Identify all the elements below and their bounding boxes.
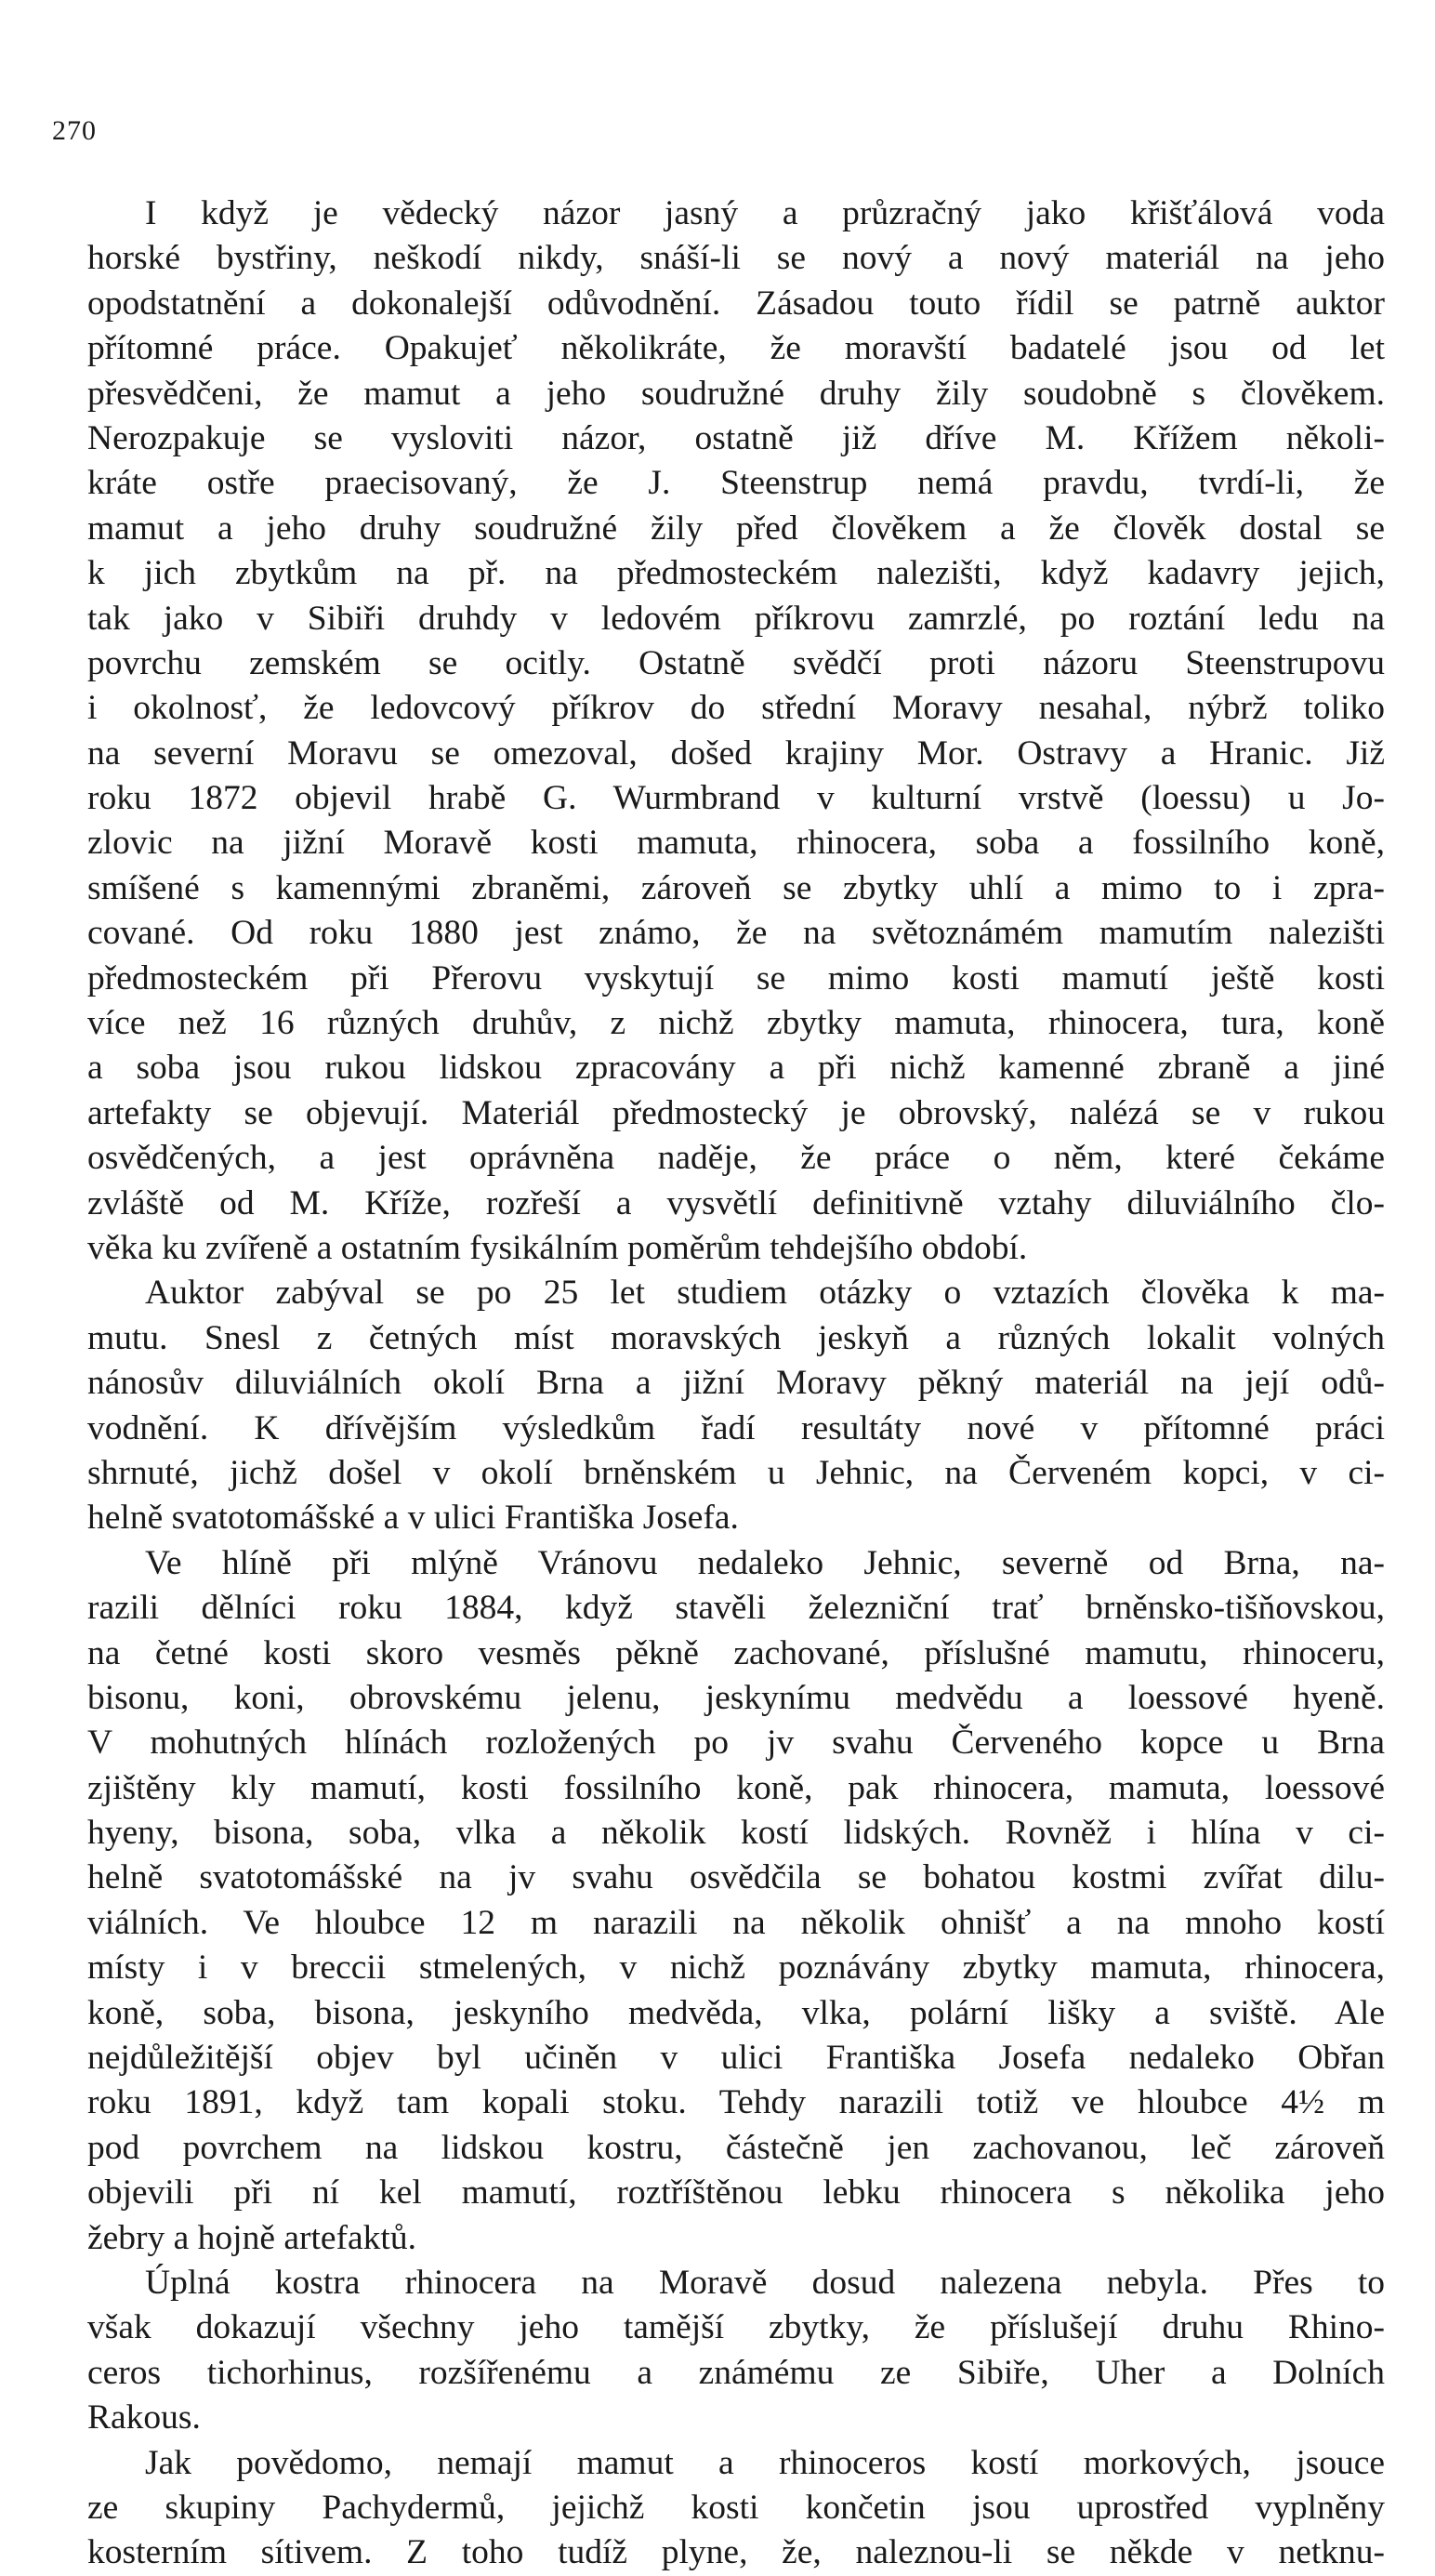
- text-line: Auktor zabýval se po 25 let studiem otázky o vztazích člověka k ma-: [145, 1274, 1385, 1313]
- text-line: hyeny, bisona, soba, vlka a několik kostí lidských. Rovněž i hlína v ci-: [87, 1814, 1385, 1853]
- text-line: helně svatotomášské na jv svahu osvědčila se bohatou kostmi zvířat dilu-: [87, 1858, 1385, 1897]
- text-line: kosterním sítivem. Z toho tudíž plyne, že, naleznou-li se někde v netknu-: [87, 2533, 1385, 2572]
- text-line: zvláště od M. Kříže, rozřeší a vysvětlí definitivně vztahy diluviálního člo-: [87, 1183, 1385, 1222]
- text-line: předmosteckém při Přerovu vyskytují se mimo kosti mamutí ještě kosti: [87, 958, 1385, 997]
- text-line: místy i v breccii stmelených, v nichž poznávány zbytky mamuta, rhinocera,: [87, 1949, 1385, 1988]
- text-line: vodnění. K dřívějším výsledkům řadí resultáty nové v přítomné práci: [87, 1408, 1385, 1447]
- text-line: koně, soba, bisona, jeskyního medvěda, vlka, polární lišky a sviště. Ale: [87, 1993, 1385, 2032]
- text-line: nejdůležitější objev byl učiněn v ulici Františka Josefa nedaleko Obřan: [87, 2039, 1385, 2078]
- text-line: ze skupiny Pachydermů, jejichž kosti končetin jsou uprostřed vyplněny: [87, 2488, 1385, 2527]
- text-line: žebry a hojně artefaktů.: [87, 2218, 416, 2257]
- text-line: a soba jsou rukou lidskou zpracovány a při nichž kamenné zbraně a jiné: [87, 1049, 1385, 1088]
- text-line: roku 1872 objevil hrabě G. Wurmbrand v kulturní vrstvě (loessu) u Jo-: [87, 779, 1385, 818]
- text-line: na četné kosti skoro vesměs pěkně zachované, příslušné mamutu, rhinoceru,: [87, 1633, 1385, 1672]
- text-line: helně svatotomášské a v ulici Františka Josefa.: [87, 1499, 739, 1538]
- text-line: opodstatnění a dokonalejší odůvodnění. Zásadou touto řídil se patrně auktor: [87, 284, 1385, 323]
- text-line: více než 16 různých druhův, z nichž zbytky mamuta, rhinocera, tura, koně: [87, 1004, 1385, 1043]
- text-line: osvědčených, a jest oprávněna naděje, že práce o něm, které čekáme: [87, 1139, 1385, 1178]
- text-line: zjištěny kly mamutí, kosti fossilního koně, pak rhinocera, mamuta, loessové: [87, 1768, 1385, 1807]
- text-line: věka ku zvířeně a ostatním fysikálním poměrům tehdejšího období.: [87, 1228, 1028, 1267]
- text-line: ceros tichorhinus, rozšířenému a známému ze Sibiře, Uher a Dolních: [87, 2353, 1385, 2392]
- text-line: roku 1891, když tam kopali stoku. Tehdy narazili totiž ve hloubce 4½ m: [87, 2083, 1385, 2122]
- text-line: mutu. Snesl z četných míst moravských jeskyň a různých lokalit volných: [87, 1318, 1385, 1357]
- text-line: Úplná kostra rhinocera na Moravě dosud nalezena nebyla. Přes to: [145, 2263, 1385, 2302]
- page-number: 270: [52, 115, 97, 146]
- text-line: V mohutných hlínách rozložených po jv svahu Červeného kopce u Brna: [87, 1724, 1385, 1763]
- text-line: viálních. Ve hloubce 12 m narazili na několik ohnišť a na mnoho kostí: [87, 1903, 1385, 1942]
- text-line: bisonu, koni, obrovskému jelenu, jeskynímu medvědu a loessové hyeně.: [87, 1678, 1385, 1717]
- text-line: I když je vědecký názor jasný a průzračný jako křišťálová voda: [145, 194, 1385, 232]
- text-line: však dokazují všechny jeho tamější zbytky, že příslušejí druhu Rhino-: [87, 2308, 1385, 2347]
- text-line: objevili při ní kel mamutí, roztříštěnou lebku rhinocera s několika jeho: [87, 2173, 1385, 2213]
- text-line: i okolnosť, že ledovcový příkrov do střední Moravy nesahal, nýbrž toliko: [87, 689, 1385, 728]
- text-line: cované. Od roku 1880 jest známo, že na světoznámém mamutím nalezišti: [87, 914, 1385, 953]
- text-line: přesvědčeni, že mamut a jeho soudružné druhy žily soudobně s člověkem.: [87, 374, 1385, 413]
- text-line: na severní Moravu se omezoval, došed krajiny Mor. Ostravy a Hranic. Již: [87, 733, 1385, 773]
- text-line: mamut a jeho druhy soudružné žily před člověkem a že člověk dostal se: [87, 509, 1385, 548]
- text-line: Ve hlíně při mlýně Vránovu nedaleko Jehnic, severně od Brna, na-: [145, 1543, 1385, 1582]
- text-line: Jak povědomo, nemají mamut a rhinoceros kostí morkových, jsouce: [145, 2443, 1385, 2482]
- text-line: Rakous.: [87, 2398, 201, 2437]
- text-line: horské bystřiny, neškodí nikdy, snáší-li se nový a nový materiál na jeho: [87, 239, 1385, 278]
- text-line: nánosův diluviálních okolí Brna a jižní Moravy pěkný materiál na její odů-: [87, 1364, 1385, 1403]
- text-line: povrchu zemském se ocitly. Ostatně svědčí proti názoru Steenstrupovu: [87, 643, 1385, 682]
- text-line: pod povrchem na lidskou kostru, částečně jen zachovanou, leč zároveň: [87, 2128, 1385, 2167]
- text-line: shrnuté, jichž došel v okolí brněnském u Jehnic, na Červeném kopci, v ci-: [87, 1453, 1385, 1492]
- text-line: tak jako v Sibiři druhdy v ledovém příkrovu zamrzlé, po roztání ledu na: [87, 599, 1385, 638]
- text-line: k jich zbytkům na př. na předmosteckém nalezišti, když kadavry jejich,: [87, 554, 1385, 593]
- text-line: zlovic na jižní Moravě kosti mamuta, rhinocera, soba a fossilního koně,: [87, 824, 1385, 863]
- text-line: artefakty se objevují. Materiál předmostecký je obrovský, nalézá se v rukou: [87, 1093, 1385, 1132]
- text-line: smíšené s kamennými zbraněmi, zároveň se zbytky uhlí a mimo to i zpra-: [87, 868, 1385, 907]
- body-text: [87, 192, 1385, 2576]
- text-line: Nerozpakuje se vysloviti názor, ostatně již dříve M. Křížem několi-: [87, 418, 1385, 457]
- text-line: razili dělníci roku 1884, když stavěli železniční trať brněnsko-tišňovskou,: [87, 1589, 1385, 1628]
- text-line: kráte ostře praecisovaný, že J. Steenstrup nemá pravdu, tvrdí-li, že: [87, 464, 1385, 503]
- text-line: přítomné práce. Opakujeť několikráte, že moravští badatelé jsou od let: [87, 329, 1385, 368]
